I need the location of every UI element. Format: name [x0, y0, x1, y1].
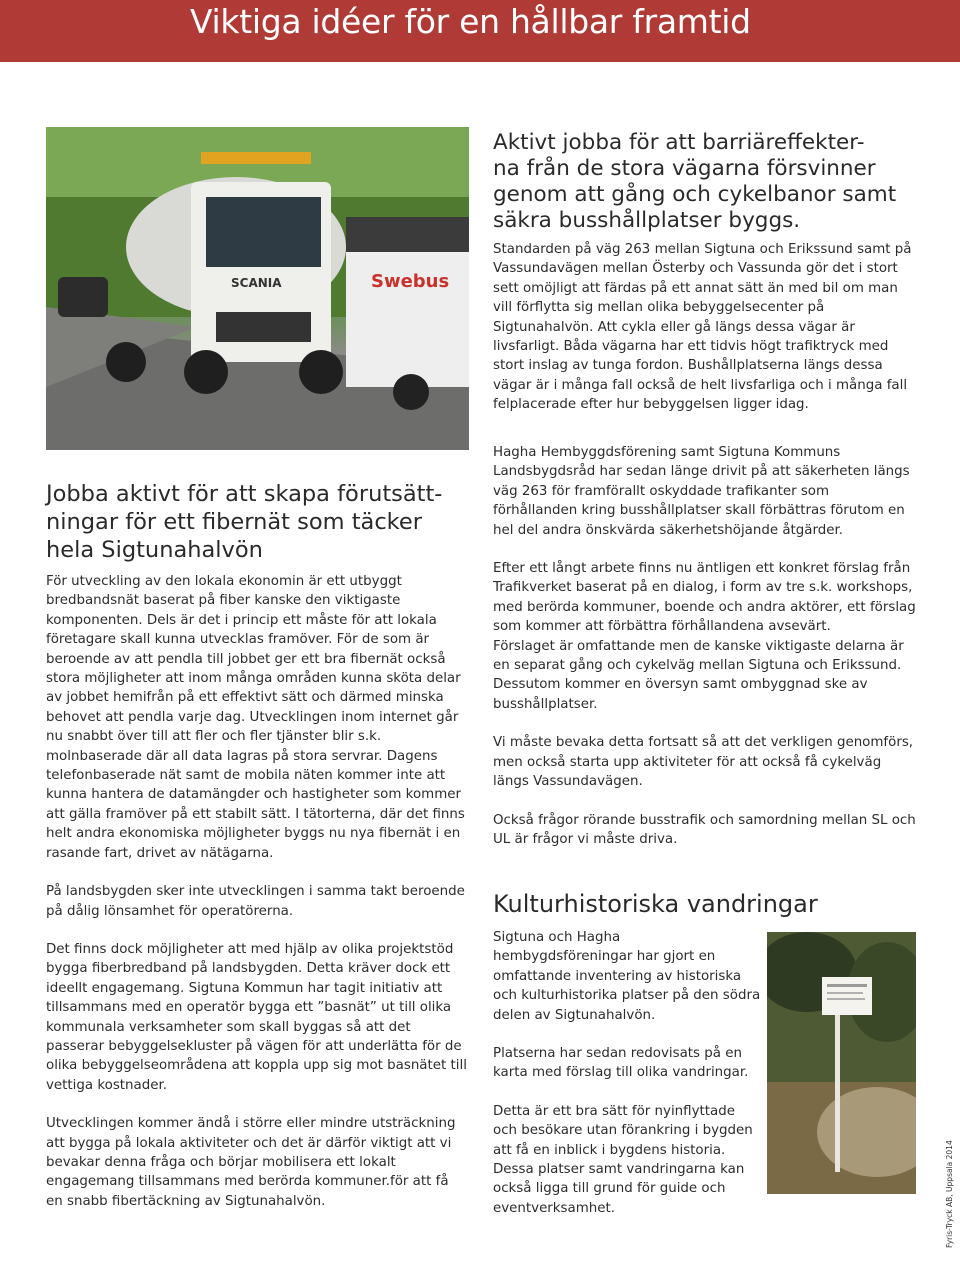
road-safety-paragraph-4: Förslaget är omfattande men de kanske viktigaste delarna är en separat gång och cykelväg mellan Sigtuna och Erikssund. Dessutom kommer en översyn samt ombyggnad ske av busshållplatser. — [493, 638, 904, 712]
truck-road-photo — [46, 127, 469, 450]
road-safety-paragraph-3: Efter ett långt arbete finns nu äntligen ett konkret förslag från Trafikverket baserat på en dialog, i form av tre s.k. workshops, med berörda kommuner, boende och andra aktörer, ett förslag som kommer att förbättra förhållandena avsevärt. — [493, 561, 916, 635]
truck-brand-text: SCANIA — [231, 276, 282, 290]
hiking-sign-photo — [767, 932, 916, 1194]
fiber-paragraph-3: Det finns dock möjligheter att med hjälp av olika projektstöd bygga fiberbredband på landsbygden. Detta kräver dock ett ideellt engagemang. Sigtuna Kommun har tagit initiativ att tillsammans med en operatör bygga ett ”basnät” ut till olika kommunala verksamheter som skall byggas så att det passerar bebyggelsekluster på vägen för att underlätta för de olika bebyggelseområdena att koppla upp sig mot basnätet till vettiga kostnader. — [46, 941, 467, 1093]
truck-illustration — [46, 127, 469, 450]
sign-illustration — [767, 932, 916, 1194]
culture-paragraph-1: Sigtuna och Hagha hembygdsföreningar har gjort en omfattande inventering av historiska och kulturhistorika platser på den södra delen av Sigtunahalvön. — [493, 930, 761, 1023]
road-safety-heading: Aktivt jobba för att barriäreffekter- na från de stora vägarna försvinner genom att gång och cykelbanor samt säkra busshållplatser byggs. — [493, 130, 897, 233]
fiber-paragraph-4: Utvecklingen kommer ändå i större eller mindre utsträckning att bygga på lokala aktiviteter och det är därför viktigt att vi bevakar denna fråga och börjar mobilisera ett lokalt engagemang tillsammans med berörda kommuner.för att få en snabb fibertäckning av Sigtunahalvön. — [46, 1116, 456, 1209]
print-credit: Fyris-Tryck AB, Uppsala 2014 — [945, 1140, 954, 1248]
fiber-section — [46, 480, 469, 1211]
fiber-paragraph-2: På landsbygden sker inte utvecklingen i samma takt beroende på dålig lönsamhet för operatörerna. — [46, 884, 465, 919]
page-title: Viktiga idéer för en hållbar framtid — [190, 2, 751, 41]
fiber-heading: Jobba aktivt för att skapa förutsätt- ningar för ett fibernät som täcker hela Sigtunahalvön — [46, 481, 443, 563]
culture-section — [493, 928, 761, 1218]
road-safety-paragraph-6: Också frågor rörande busstrafik och samordning mellan SL och UL är frågor vi måste driva. — [493, 812, 916, 847]
road-safety-continued — [493, 443, 917, 849]
bus-brand-text: Swebus — [371, 271, 450, 292]
culture-heading: Kulturhistoriska vandringar — [493, 890, 818, 918]
culture-paragraph-2: Platserna har sedan redovisats på en karta med förslag till olika vandringar. — [493, 1046, 749, 1081]
road-safety-paragraph-2: Hagha Hembyggdsförening samt Sigtuna Kommuns Landsbygdsråd har sedan länge drivit på att säkerheten längs väg 263 för framförallt oskyddade trafikanter som förhållanden kring busshållplatser skall förbättras förutom en hel del andra önskvärda säkerhetshöjande åtgärder. — [493, 445, 910, 538]
culture-paragraph-3: Detta är ett bra sätt för nyinflyttade och besökare utan förankring i bygden att få en inblick i bygdens historia. — [493, 1103, 753, 1158]
fiber-paragraph-1: För utveckling av den lokala ekonomin är ett utbyggt bredbandsnät baserat på fiber kanske den viktigaste komponenten. Dels är det i princip ett måste för att lokala företagare skall kunna utvecklas framöver. För de som är beroende av att pendla till jobbet ger ett bra fibernät också stora möjligheter att inom många områden kunna sköta delar av jobbet hemifrån på ett effektivt sätt och därmed minska behovet att pendla varje dag. Utvecklingen inom internet går nu snabbt över till att fler och fler tjänster blir s.k. molnbaserade där all data lagras på stora servrar. Dagens telefonbaserade nät samt de mobila näten kommer inte att kunna hantera de datamängder och hastigheter som kommer att gälla framöver på ett stabilt sätt. I tätorterna, där det finns helt andra ekonomiska möjligheter byggs nu nya fibernät i en rasande fart, drivet av nätägarna. — [46, 574, 465, 861]
culture-heading-block — [493, 890, 917, 918]
page-header — [0, 0, 960, 62]
road-safety-paragraph-1: Standarden på väg 263 mellan Sigtuna och Erikssund samt på Vassundavägen mellan Österby och Vassunda gör det i stort sett omöjligt att färdas på ett annat sätt än med bil om man vill förflytta sig mellan olika bebyggelsecenter på Sigtunahalvön. Att cykla eller gå längs dessa vägar är livsfarligt. Båda vägarna har ett tidvis högt trafiktryck med stort inslag av tunga fordon. Bushållplatserna längs dessa vägar är i många fall också de helt livsfarliga och i många fall felplacerade efter hur bebyggelsen ligger idag. — [493, 242, 912, 413]
road-safety-paragraph-5: Vi måste bevaka detta fortsatt så att det verkligen genomförs, men också starta upp aktiviteter för att också få cykelväg längs Vassundavägen. — [493, 735, 914, 790]
road-safety-section — [493, 130, 917, 415]
culture-paragraph-4: Dessa platser samt vandringarna kan också ligga till grund för guide och eventverksamhet. — [493, 1162, 745, 1216]
